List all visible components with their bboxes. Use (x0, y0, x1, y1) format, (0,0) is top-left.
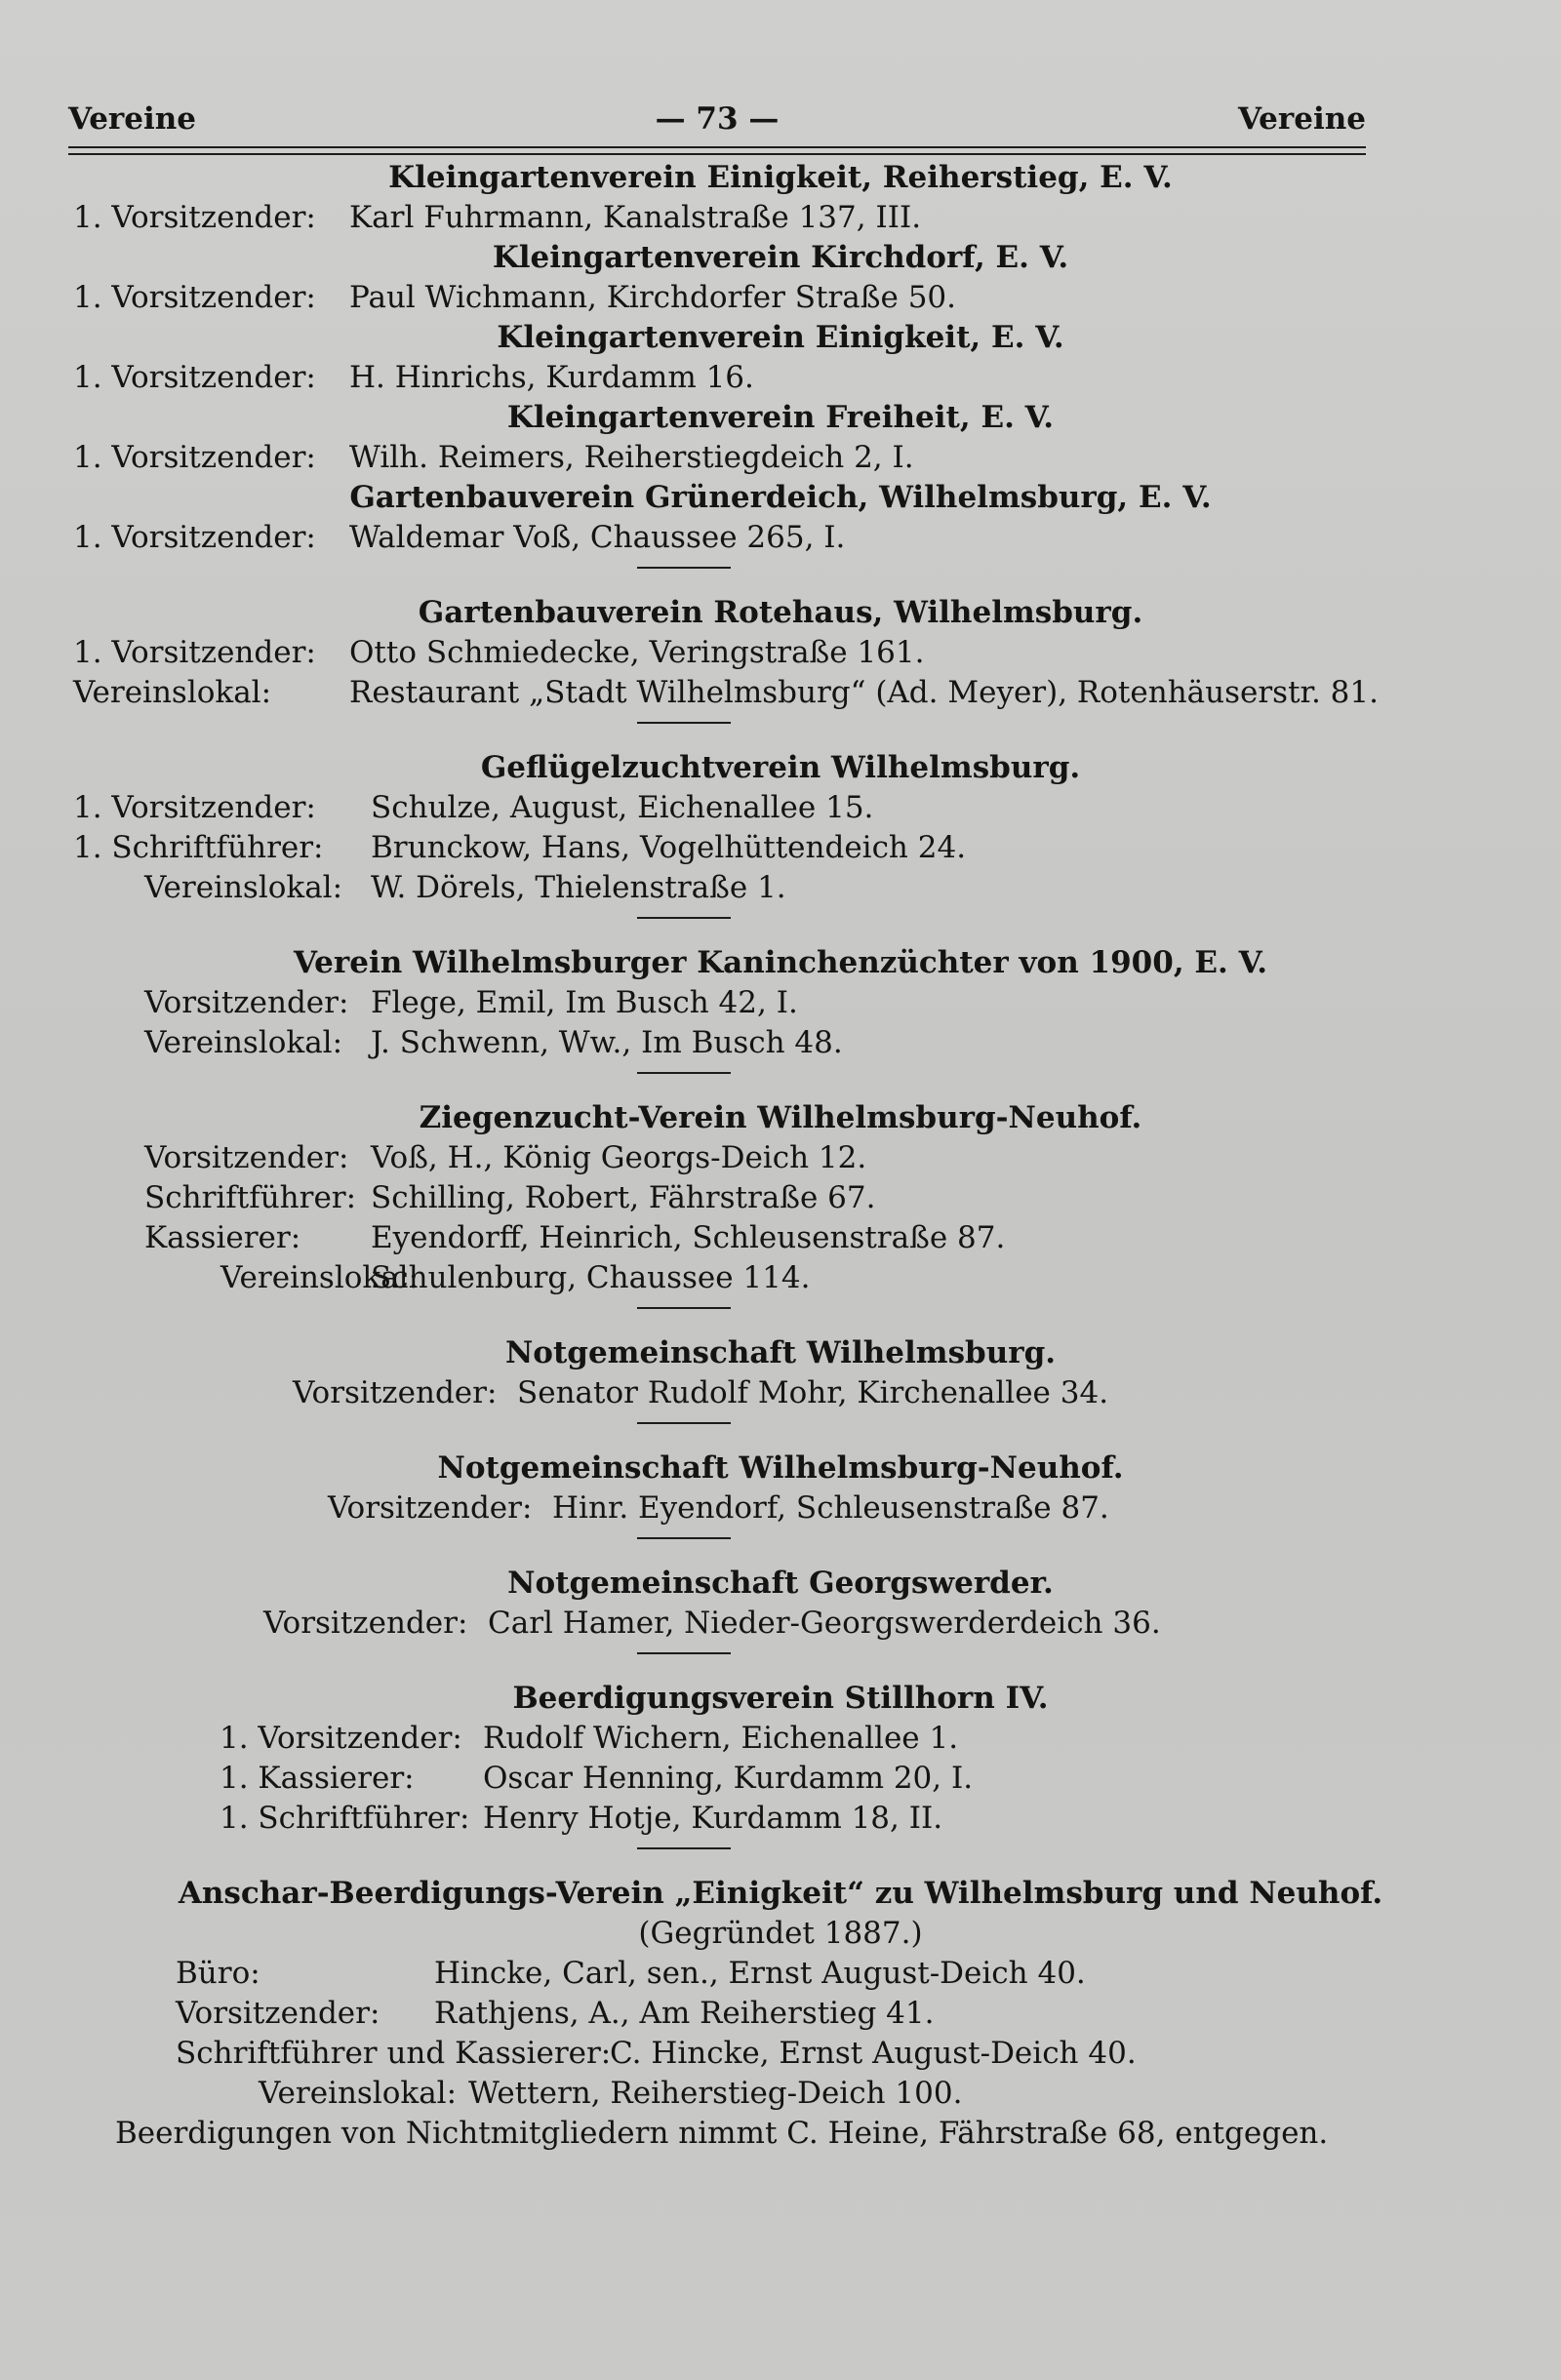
divider-line (637, 1652, 731, 1654)
running-head (68, 101, 1366, 140)
section-gap (0, 1083, 1561, 1098)
club-entry-row (0, 1954, 1561, 1994)
club-entry-row (0, 1373, 1561, 1413)
entry-label: Vereinslokal: (144, 870, 343, 905)
club-entry-row (0, 1719, 1561, 1759)
section-gap (0, 733, 1561, 748)
entry-value: Schilling, Robert, Fährstraße 67. (371, 1180, 876, 1215)
entry-value: Oscar Henning, Kurdamm 20, I. (483, 1761, 974, 1796)
divider-line (637, 917, 731, 919)
entry-label: Kassierer: (144, 1220, 301, 1255)
club-entry-row (0, 983, 1561, 1023)
entry-label: 1. Vorsitzender: (73, 520, 316, 555)
entry-label: Schriftführer: (144, 1180, 357, 1215)
entry-value: Hinr. Eyendorf, Schleusenstraße 87. (552, 1490, 1109, 1526)
entry-value: Otto Schmiedecke, Veringstraße 161. (349, 635, 925, 670)
club-list (0, 158, 1561, 2154)
club-entry-row (0, 438, 1561, 478)
entry-label: 1. Vorsitzender: (73, 360, 316, 395)
club-entry-row (0, 673, 1561, 713)
club-title: Notgemeinschaft Georgswerder. (507, 1566, 1054, 1601)
section-gap (0, 577, 1561, 593)
club-title: Gartenbauverein Grünerdeich, Wilhelmsburg, E. V. (349, 480, 1212, 515)
entry-value: J. Schwenn, Ww., Im Busch 48. (371, 1025, 843, 1060)
divider-line (637, 1072, 731, 1074)
entry-value: Senator Rudolf Mohr, Kirchenallee 34. (517, 1375, 1109, 1410)
entry-value: Wilh. Reimers, Reiherstiegdeich 2, I. (349, 440, 914, 475)
club-title: Kleingartenverein Kirchdorf, E. V. (492, 240, 1069, 275)
club-title: Verein Wilhelmsburger Kaninchenzüchter von 1900, E. V. (293, 945, 1268, 980)
club-title: Notgemeinschaft Wilhelmsburg-Neuhof. (437, 1450, 1124, 1486)
club-title: Gartenbauverein Rotehaus, Wilhelmsburg. (418, 595, 1143, 630)
entry-value: Hincke, Carl, sen., Ernst August-Deich 40. (434, 1956, 1086, 1991)
club-entry-row (0, 1178, 1561, 1218)
club-note: Beerdigungen von Nichtmitgliedern nimmt C. Heine, Fährstraße 68, entgegen. (115, 2116, 1329, 2151)
entry-label: Schriftführer und Kassierer: (176, 2036, 612, 2071)
entry-label: 1. Vorsitzender: (73, 790, 316, 825)
section-gap (0, 1318, 1561, 1333)
section-divider (0, 1644, 1561, 1663)
club-note-row (0, 2114, 1561, 2154)
club-entry-row (0, 1759, 1561, 1799)
divider-line (637, 722, 731, 724)
entry-value: Eyendorff, Heinrich, Schleusenstraße 87. (371, 1220, 1006, 1255)
section-divider (0, 908, 1561, 928)
club-title: Ziegenzucht-Verein Wilhelmsburg-Neuhof. (419, 1100, 1142, 1135)
club-entry-row (0, 2034, 1561, 2074)
entry-label: 1. Schriftführer: (220, 1801, 470, 1836)
club-entry-row (0, 1488, 1561, 1528)
entry-label: Vereinslokal: (220, 1260, 420, 1295)
entry-value: Henry Hotje, Kurdamm 18, II. (483, 1801, 943, 1836)
section-divider (0, 1298, 1561, 1318)
entry-label: Vereinslokal: (144, 1025, 343, 1060)
entry-label: Vorsitzender: (293, 1375, 498, 1410)
section-gap (0, 1548, 1561, 1564)
entry-value: Schulze, August, Eichenallee 15. (371, 790, 874, 825)
club-entry-row (0, 198, 1561, 238)
club-founding-note: (Gegründet 1887.) (638, 1916, 923, 1951)
club-title: Notgemeinschaft Wilhelmsburg. (504, 1335, 1057, 1370)
entry-value: Waldemar Voß, Chaussee 265, I. (349, 520, 846, 555)
club-entry-row (0, 828, 1561, 868)
page-number: — 73 — (655, 101, 780, 137)
club-entry-row (0, 1799, 1561, 1839)
entry-value: W. Dörels, Thielenstraße 1. (371, 870, 786, 905)
entry-label: 1. Vorsitzender: (73, 200, 316, 235)
divider-line (637, 567, 731, 569)
club-title: Geflügelzuchtverein Wilhelmsburg. (480, 750, 1081, 785)
entry-value: Flege, Emil, Im Busch 42, I. (371, 985, 798, 1020)
entry-value: Voß, H., König Georgs-Deich 12. (371, 1140, 867, 1175)
divider-line (637, 1537, 731, 1539)
section-gap (0, 928, 1561, 943)
entry-value: Schulenburg, Chaussee 114. (371, 1260, 811, 1295)
entry-label: Vorsitzender: (176, 1996, 380, 2031)
entry-label: Vorsitzender: (144, 985, 349, 1020)
section-divider (0, 1839, 1561, 1858)
section-divider (0, 713, 1561, 733)
entry-value: C. Hincke, Ernst August-Deich 40. (610, 2036, 1137, 2071)
entry-value: Restaurant „Stadt Wilhelmsburg“ (Ad. Meyer), Rotenhäuserstr. 81. (349, 675, 1379, 710)
club-entry-row (0, 278, 1561, 318)
running-head-right: Vereine (1237, 101, 1366, 137)
section-divider (0, 1528, 1561, 1548)
entry-label: 1. Kassierer: (220, 1761, 415, 1796)
club-entry-row (0, 788, 1561, 828)
entry-label: 1. Vorsitzender: (220, 1721, 462, 1756)
divider-line (637, 1307, 731, 1309)
running-head-left: Vereine (68, 101, 197, 137)
section-divider (0, 558, 1561, 577)
divider-line (637, 1422, 731, 1424)
section-gap (0, 1433, 1561, 1448)
entry-label: Vereinslokal: (73, 675, 272, 710)
entry-value: Wettern, Reiherstieg-Deich 100. (468, 2076, 963, 2111)
club-entry-row (0, 1023, 1561, 1063)
club-entry-row (0, 868, 1561, 908)
club-entry-row (0, 1138, 1561, 1178)
entry-value: Paul Wichmann, Kirchdorfer Straße 50. (349, 280, 956, 315)
club-title: Kleingartenverein Freiheit, E. V. (506, 400, 1055, 435)
section-gap (0, 1858, 1561, 1874)
entry-label: Vorsitzender: (144, 1140, 349, 1175)
entry-value: Carl Hamer, Nieder-Georgswerderdeich 36. (488, 1606, 1161, 1641)
entry-label: 1. Vorsitzender: (73, 440, 316, 475)
divider-line (637, 1847, 731, 1849)
entry-label: 1. Vorsitzender: (73, 280, 316, 315)
club-title: Beerdigungsverein Stillhorn IV. (512, 1681, 1049, 1716)
entry-label: 1. Vorsitzender: (73, 635, 316, 670)
entry-label: Vorsitzender: (263, 1606, 468, 1641)
club-entry-row (0, 1604, 1561, 1644)
entry-label: Büro: (176, 1956, 260, 1991)
club-title: Kleingartenverein Einigkeit, E. V. (497, 320, 1064, 355)
club-entry-row (0, 633, 1561, 673)
entry-label: Vorsitzender: (328, 1490, 533, 1526)
section-divider (0, 1413, 1561, 1433)
header-double-rule (68, 146, 1366, 155)
section-gap (0, 1663, 1561, 1679)
club-entry-row (0, 358, 1561, 398)
entry-value: Karl Fuhrmann, Kanalstraße 137, III. (349, 200, 922, 235)
club-entry-row (0, 1218, 1561, 1258)
entry-label: 1. Schriftführer: (73, 830, 324, 865)
club-title: Kleingartenverein Einigkeit, Reiherstieg, E. V. (388, 160, 1173, 195)
entry-value: Rudolf Wichern, Eichenallee 1. (483, 1721, 959, 1756)
club-entry-row (0, 2074, 1561, 2114)
club-entry-row (0, 1994, 1561, 2034)
entry-value: Rathjens, A., Am Reiherstieg 41. (434, 1996, 935, 2031)
entry-label: Vereinslokal: (259, 2076, 458, 2111)
club-entry-row (0, 518, 1561, 558)
section-divider (0, 1063, 1561, 1083)
entry-value: Brunckow, Hans, Vogelhüttendeich 24. (371, 830, 967, 865)
club-title: Anschar-Beerdigungs-Verein „Einigkeit“ zu Wilhelmsburg und Neuhof. (178, 1876, 1383, 1911)
entry-value: H. Hinrichs, Kurdamm 16. (349, 360, 754, 395)
club-entry-row (0, 1258, 1561, 1298)
